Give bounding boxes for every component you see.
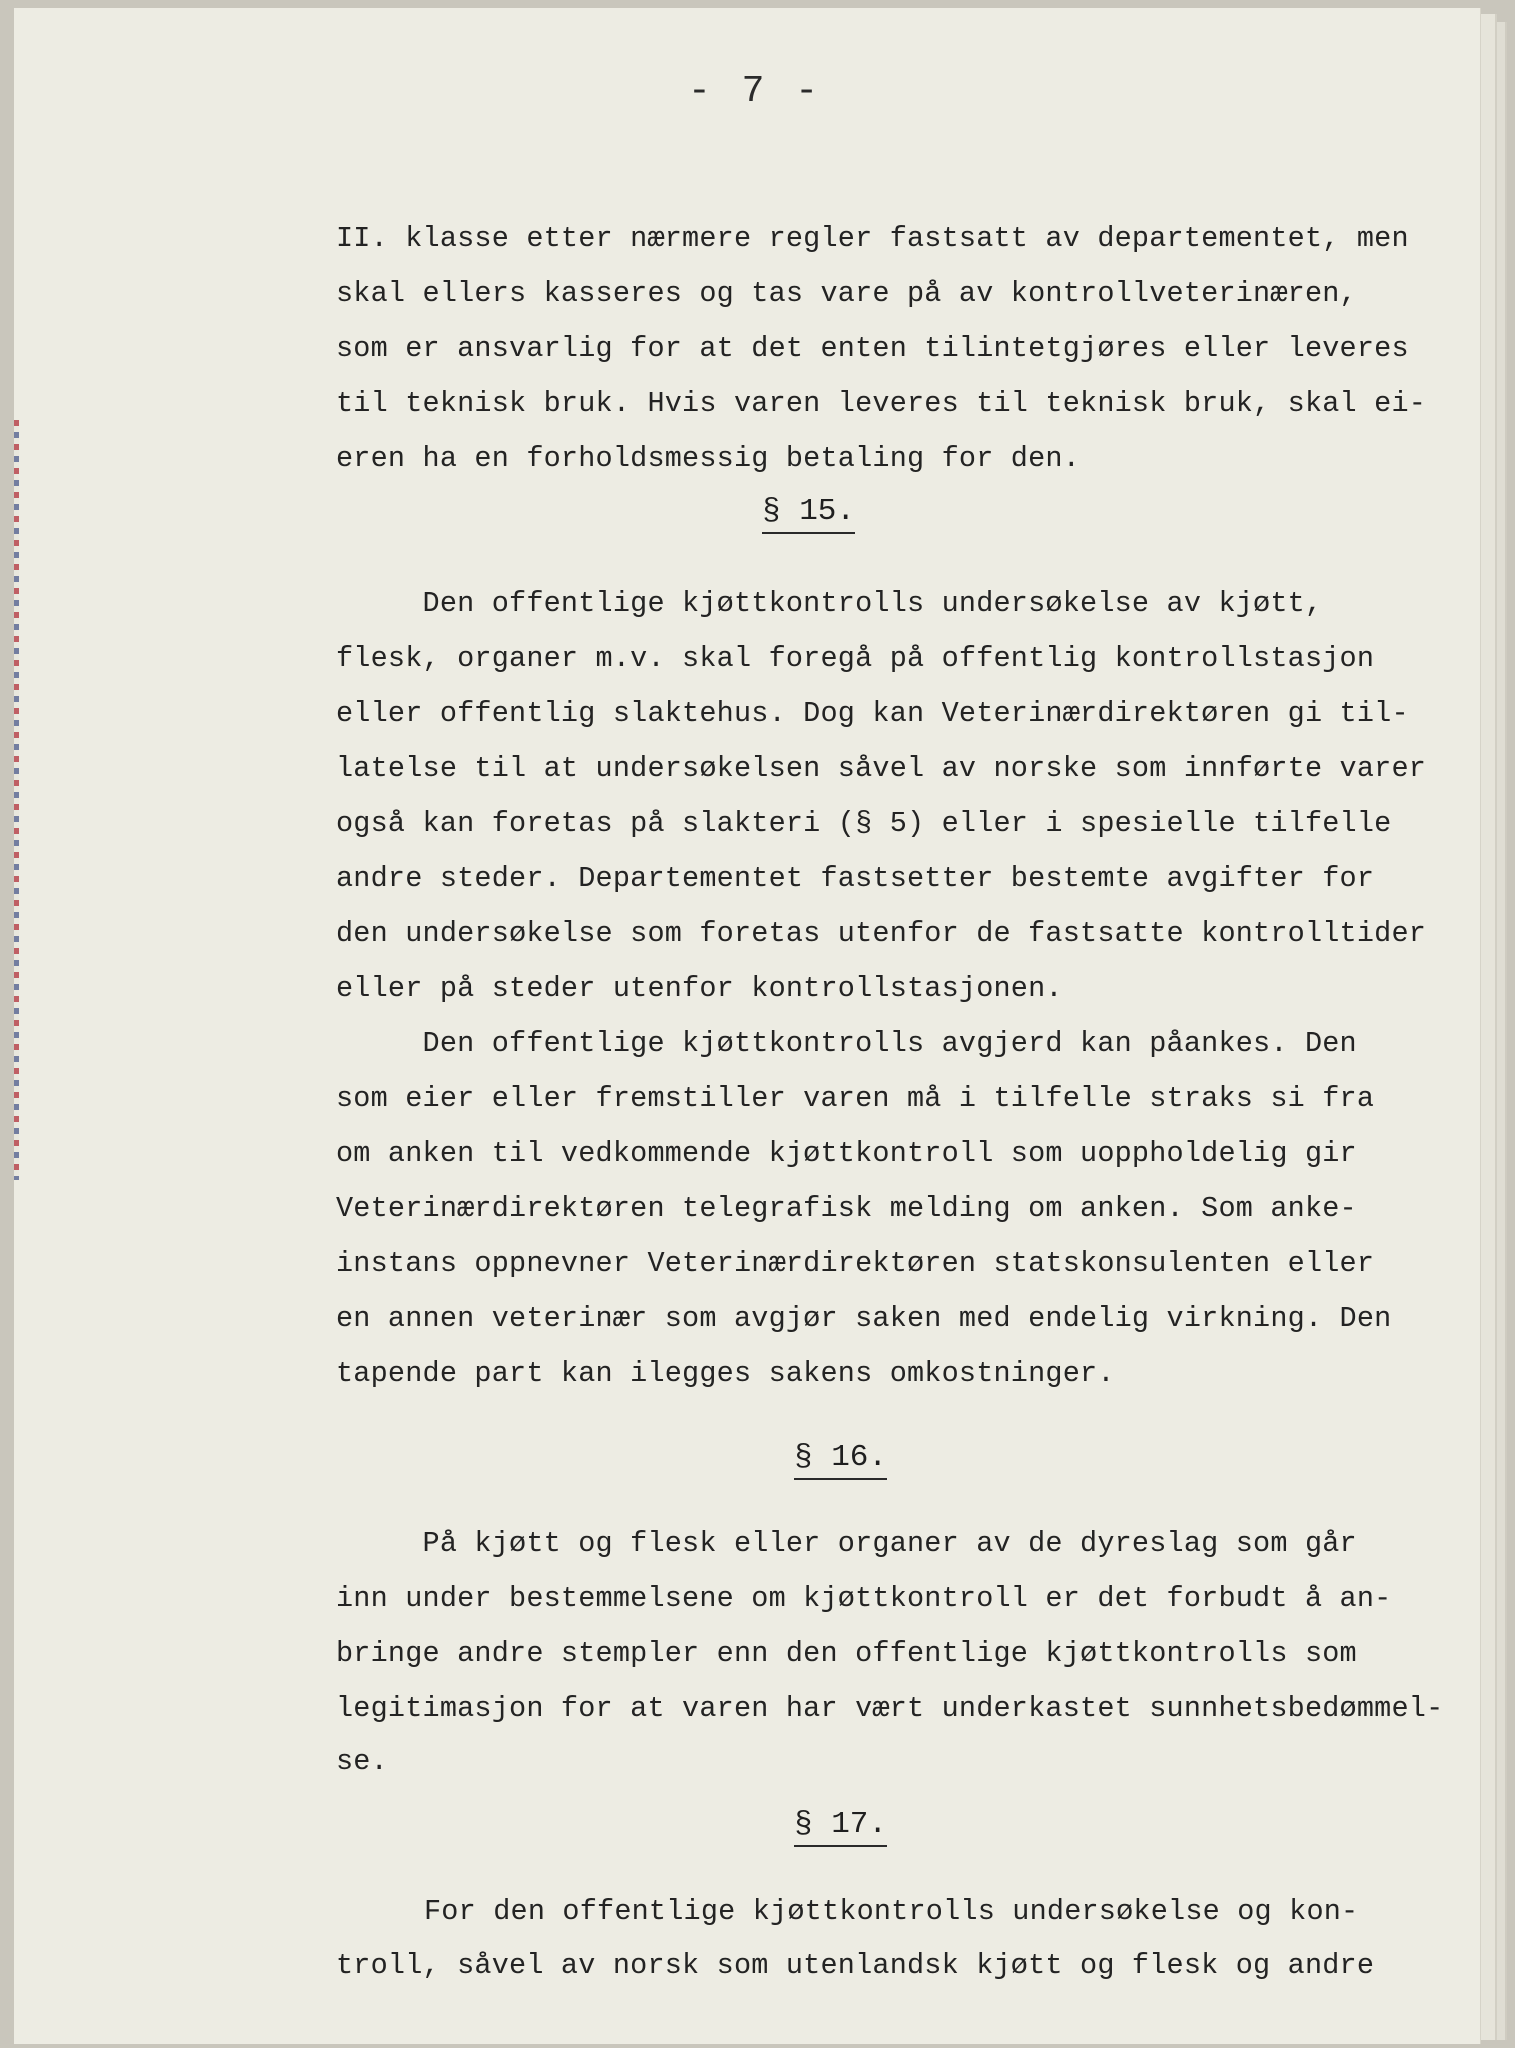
text-line: II. klasse etter nærmere regler fastsatt av departementet, men <box>336 222 1409 255</box>
text-line: også kan foretas på slakteri (§ 5) eller i spesielle tilfelle <box>336 807 1392 840</box>
section-heading-17: § 17. <box>794 1807 887 1842</box>
text-line: skal ellers kasseres og tas vare på av kontrollveterinæren, <box>336 277 1357 310</box>
document-page <box>14 8 1480 2044</box>
text-line: Den offentlige kjøttkontrolls avgjerd kan påankes. Den <box>336 1027 1357 1060</box>
section-heading-15: § 15. <box>762 494 855 529</box>
text-line: Den offentlige kjøttkontrolls undersøkelse av kjøtt, <box>336 587 1323 620</box>
text-line: latelse til at undersøkelsen såvel av norske som innførte varer <box>336 752 1427 785</box>
text-line: en annen veterinær som avgjør saken med endelig virkning. Den <box>336 1302 1392 1335</box>
text-line: troll, såvel av norsk som utenlandsk kjøtt og flesk og andre <box>336 1949 1375 1982</box>
text-line: eller offentlig slaktehus. Dog kan Veterinærdirektøren gi til- <box>336 697 1409 730</box>
text-line: til teknisk bruk. Hvis varen leveres til teknisk bruk, skal ei- <box>336 387 1427 420</box>
text-line: den undersøkelse som foretas utenfor de fastsatte kontrolltider <box>336 917 1427 950</box>
text-line: andre steder. Departementet fastsetter bestemte avgifter for <box>336 862 1375 895</box>
text-line: instans oppnevner Veterinærdirektøren statskonsulenten eller <box>336 1247 1375 1280</box>
text-line: som eier eller fremstiller varen må i tilfelle straks si fra <box>336 1082 1375 1115</box>
text-line: eller på steder utenfor kontrollstasjonen. <box>336 972 1063 1005</box>
text-line: legitimasjon for at varen har vært underkastet sunnhetsbedømmel- <box>336 1692 1444 1725</box>
text-line: som er ansvarlig for at det enten tilintetgjøres eller leveres <box>336 332 1409 365</box>
text-line: om anken til vedkommende kjøttkontroll som uoppholdelig gir <box>336 1137 1357 1170</box>
text-line: På kjøtt og flesk eller organer av de dyreslag som går <box>336 1527 1357 1560</box>
text-line: tapende part kan ilegges sakens omkostninger. <box>336 1357 1115 1390</box>
page-number: - 7 - <box>688 70 823 113</box>
section-heading-16: § 16. <box>794 1440 887 1475</box>
text-line: Veterinærdirektøren telegrafisk melding om anken. Som anke- <box>336 1192 1357 1225</box>
text-line: flesk, organer m.v. skal foregå på offentlig kontrollstasjon <box>336 642 1375 675</box>
text-line: bringe andre stempler enn den offentlige kjøttkontrolls som <box>336 1637 1357 1670</box>
text-line: eren ha en forholdsmessig betaling for den. <box>336 442 1081 475</box>
text-line: For den offentlige kjøttkontrolls undersøkelse og kon- <box>424 1895 1359 1928</box>
text-line: se. <box>336 1745 388 1778</box>
text-line: inn under bestemmelsene om kjøttkontroll er det forbudt å an- <box>336 1582 1392 1615</box>
binding-thread <box>14 420 19 1180</box>
